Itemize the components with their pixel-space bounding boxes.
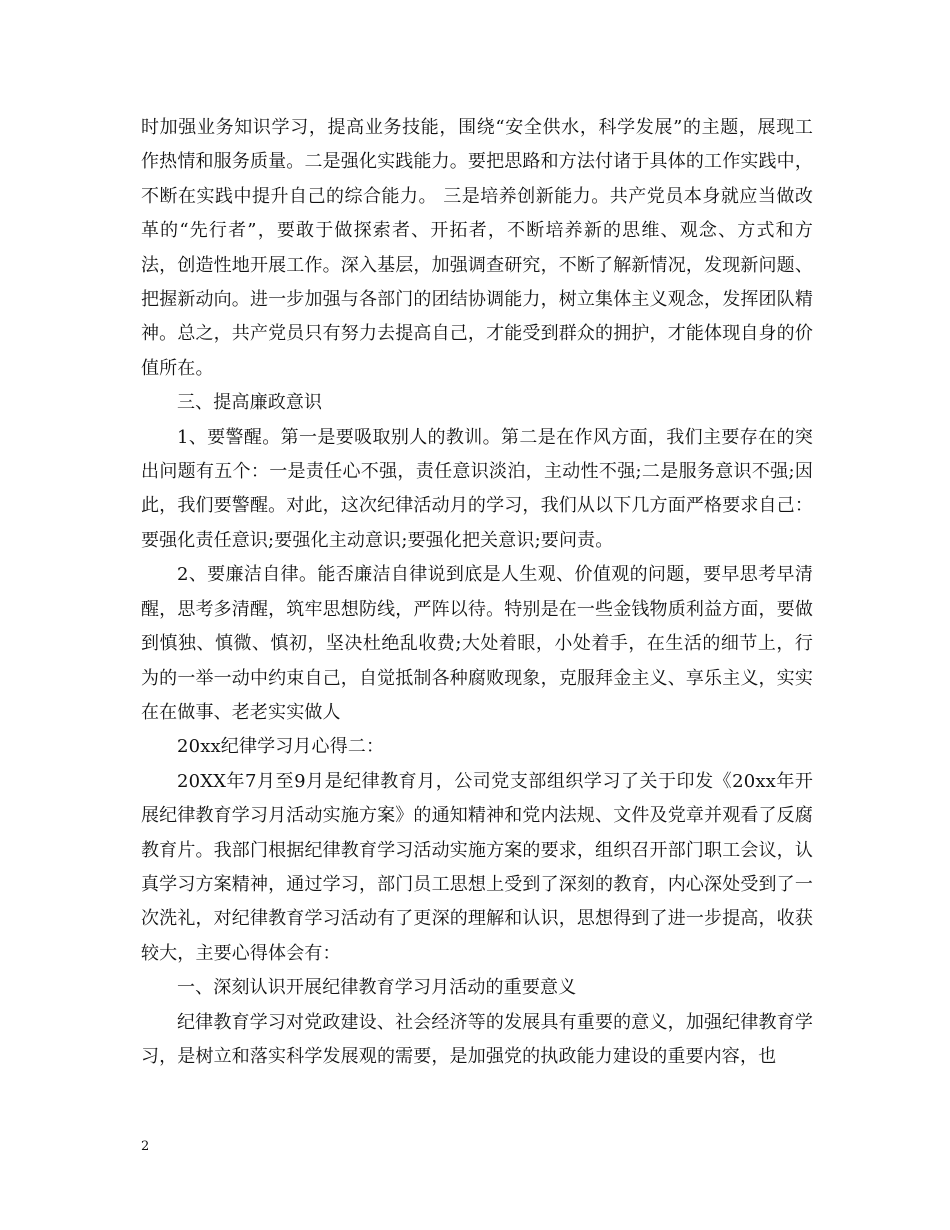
paragraph: 20XX年7月至9月是纪律教育月，公司党支部组织学习了关于印发《20xx年开展纪律教育学习月活动实施方案》的通知精神和党内法规、文件及党章并观看了反腐教育片。我部门根据纪律教育学习活动实施方案的要求，组织召开部门职工会议，认真学习方案精神，通过学习，部门员工思想上受到了深刻的教育，内心深处受到了一次洗礼，对纪律教育学习活动有了更深的理解和认识，思想得到了进一步提高，收获较大，主要心得体会有： [141,770,813,964]
paragraph: 纪律教育学习对党政建设、社会经济等的发展具有重要的意义，加强纪律教育学习，是树立和落实科学发展观的需要，是加强党的执政能力建设的重要内容，也 [141,1011,813,1067]
section-heading: 20xx纪律学习月心得二： [177,736,385,758]
section-heading: 三、提高廉政意识 [177,392,323,414]
section-heading: 一、深刻认识开展纪律教育学习月活动的重要意义 [177,977,577,999]
body-text [141,111,813,1074]
page-number: 2 [141,1139,150,1154]
paragraph: 2、要廉洁自律。能否廉洁自律说到底是人生观、价值观的问题，要早思考早清醒，思考多清醒，筑牢思想防线，严阵以待。特别是在一些金钱物质利益方面，要做到慎独、慎微、慎初，坚决杜绝乱收费;大处着眼，小处着手，在生活的细节上，行为的一举一动中约束自己，自觉抵制各种腐败现象，克服拜金主义、享乐主义，实实在在做事、老老实实做人 [141,564,813,723]
paragraph: 时加强业务知识学习，提高业务技能，围绕“安全供水，科学发展”的主题，展现工作热情和服务质量。二是强化实践能力。要把思路和方法付诸于具体的工作实践中，不断在实践中提升自己的综合能力。 三是培养创新能力。共产党员本身就应当做改革的“先行者”，要敢于做探索者、开拓者，不断培养新的思维、观念、方式和方法，创造性地开展工作。深入基层，加强调查研究，不断了解新情况，发现新问题、把握新动向。进一步加强与各部门的团结协调能力，树立集体主义观念，发挥团队精神。总之，共产党员只有努力去提高自己，才能受到群众的拥护，才能体现自身的价值所在。 [141,117,813,379]
paragraph: 1、要警醒。第一是要吸取别人的教训。第二是在作风方面，我们主要存在的突出问题有五个：一是责任心不强，责任意识淡泊，主动性不强;二是服务意识不强;因此，我们要警醒。对此，这次纪律活动月的学习，我们从以下几方面严格要求自己：要强化责任意识;要强化主动意识;要强化把关意识;要问责。 [141,426,813,551]
